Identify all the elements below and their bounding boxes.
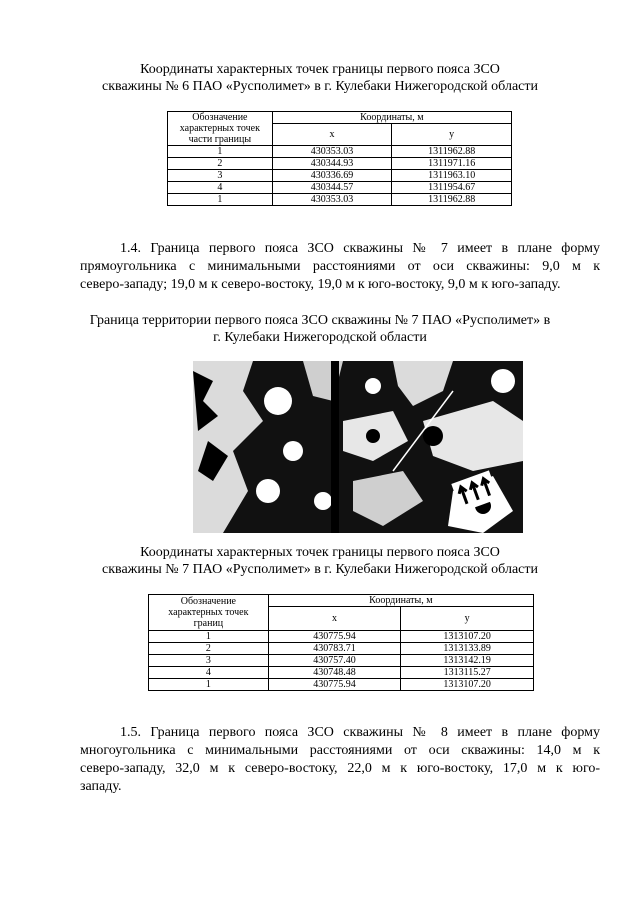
table-x-header: x — [268, 607, 401, 631]
table-row: 4 430748.48 1313115.27 — [149, 667, 534, 679]
table-row: 3 430757.40 1313142.19 — [149, 655, 534, 667]
aerial-photo-graphic — [193, 361, 523, 533]
table-x-header: x — [272, 124, 392, 146]
coords-heading-well-7 — [60, 544, 580, 578]
aerial-photo-map — [193, 361, 523, 533]
heading-line: Граница территории первого пояса ЗСО скважины № 7 ПАО «Русполимет» в — [89, 313, 551, 328]
coords-heading-well-6 — [60, 61, 580, 95]
table-col-point-header: Обозначение характерных точек части границы — [168, 112, 273, 146]
table-y-header: y — [392, 124, 512, 146]
table-row: 2 430344.93 1311971.16 — [168, 158, 512, 170]
heading-line: скважины № 7 ПАО «Русполимет» в г. Кулебаки Нижегородской области — [102, 562, 538, 577]
paragraph-1-4: 1.4. Граница первого пояса ЗСО скважины № 7 имеет в плане форму прямоугольника с минимальными расстояниями от оси скважины: 9,0 м к северо-западу; 19,0 м к северо-востоку, 19,0 м к юго-востоку, 9,0 м к юго-западу. — [80, 241, 600, 292]
paragraph-1-5: 1.5. Граница первого пояса ЗСО скважины № 8 имеет в плане форму многоугольника с минимальными расстояниями от оси скважины: 14,0 м к северо-западу, 32,0 м к северо-востоку, 22,0 м к юго-востоку, 17,0 м к юго- западу. — [80, 725, 600, 794]
heading-line: Координаты характерных точек границы первого пояса ЗСО — [140, 62, 500, 77]
table-row: 4 430344.57 1311954.67 — [168, 182, 512, 194]
map-heading-well-7 — [60, 312, 580, 346]
table-row: 2 430783.71 1313133.89 — [149, 643, 534, 655]
table-row: 1 430775.94 1313107.20 — [149, 679, 534, 691]
table-row: 3 430336.69 1311963.10 — [168, 170, 512, 182]
table-row: 1 430775.94 1313107.20 — [149, 631, 534, 643]
table-row: 1 430353.03 1311962.88 — [168, 146, 512, 158]
coords-table-well-6 — [167, 111, 512, 206]
heading-line: г. Кулебаки Нижегородской области — [213, 330, 427, 345]
table-coords-header: Координаты, м — [272, 112, 511, 124]
table-row: 1 430353.03 1311962.88 — [168, 194, 512, 206]
heading-line: скважины № 6 ПАО «Русполимет» в г. Кулебаки Нижегородской области — [102, 79, 538, 94]
table-y-header: y — [401, 607, 534, 631]
heading-line: Координаты характерных точек границы первого пояса ЗСО — [140, 545, 500, 560]
coords-table-well-7 — [148, 594, 534, 691]
table-coords-header: Координаты, м — [268, 595, 533, 607]
table-col-point-header: Обозначение характерных точек границ — [149, 595, 269, 631]
